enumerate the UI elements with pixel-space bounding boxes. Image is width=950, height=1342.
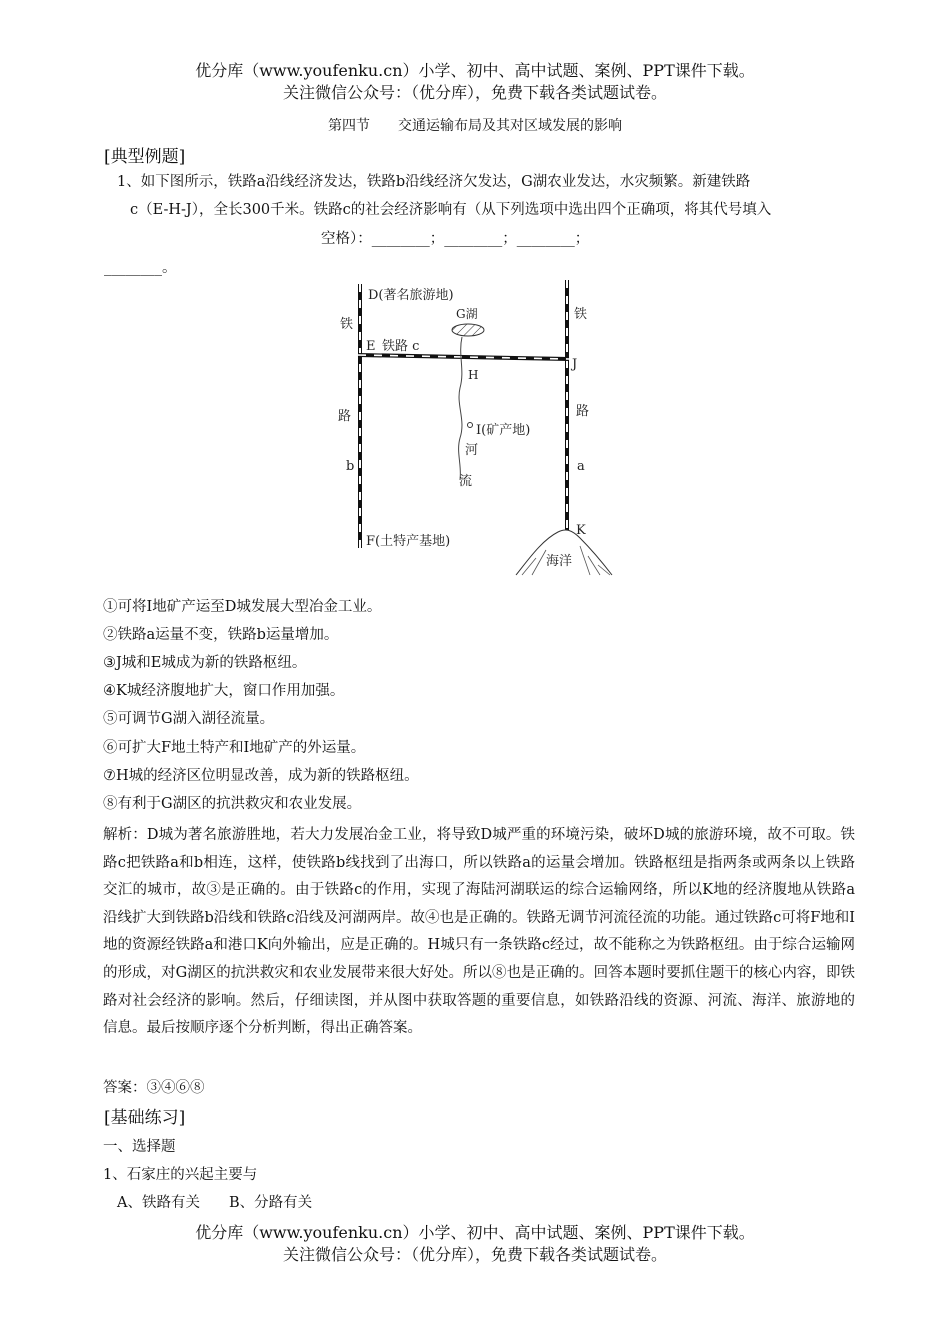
page-title: 第四节 交通运输布局及其对区域发展的影响 [328,118,622,134]
label-a: a [577,459,585,474]
option-2: ②铁路a运量不变，铁路b运量增加。 [103,627,339,643]
option-5: ⑤可调节G湖入湖径流量。 [103,711,275,727]
label-j: J [572,357,578,372]
label-river-1: 河 [465,443,479,458]
label-tie-left: 铁 [340,317,354,332]
footer-line-1: 优分库（www.youfenku.cn）小学、初中、高中试题、案例、PPT课件下载。 [195,1223,755,1242]
option-8: ⑧有利于G湖区的抗洪救灾和农业发展。 [103,796,362,812]
section-heading: 一、选择题 [103,1139,176,1155]
label-h: H [468,368,479,382]
label-river-2: 流 [459,474,473,489]
question-line-2: c（E-H-J），全长300千米。铁路c的社会经济影响有（从下列选项中选出四个正确项，将其代号填入 [130,202,772,218]
option-6: ⑥可扩大F地土特产和I地矿产的外运量。 [103,740,366,756]
label-e: E [366,339,376,354]
label-b: b [346,459,355,474]
practice-question-1-options: A、铁路有关 B、分路有关 [117,1195,313,1211]
question-line-4: ________。 [104,260,177,276]
label-ocean: 海洋 [546,554,573,569]
label-i: I(矿产地) [476,423,531,438]
label-d: D(著名旅游地) [368,288,454,303]
label-lu-left: 路 [338,409,352,424]
practice-heading: [基础练习] [104,1108,186,1128]
label-k: K [576,523,586,538]
header-line-1: 优分库（www.youfenku.cn）小学、初中、高中试题、案例、PPT课件下载。 [195,61,755,80]
option-7: ⑦H城的经济区位明显改善，成为新的铁路枢纽。 [103,768,419,784]
question-line-3: 空格）：________；________；________； [321,231,590,247]
analysis-paragraph: 解析：D城为著名旅游胜地，若大力发展冶金工业，将导致D城严重的环境污染，破坏D城的旅游环境，故不可取。铁路c把铁路a和b相连，这样，使铁路b线找到了出海口，所以铁路a的运量会增加。铁路枢纽是指两条或两条以上铁路交汇的城市，故③是正确的。由于铁路c的作用，实现了海陆河湖联运的综合运输网络，所以K地的经济腹地从铁路a沿线扩大到铁路b沿线和铁路c沿线及河湖两岸。故④也是正确的。铁路无调节河流径流的功能。通过铁路c可将F地和I地的资源经铁路a和港口K向外输出，应是正确的。H城只有一条铁路c经过，故不能称之为铁路枢纽。由于综合运输网的形成，对G湖区的抗洪救灾和农业发展带来很大好处。所以⑧也是正确的。回答本题时要抓住题干的核心内容，即铁路对社会经济的影响。然后，仔细读图，并从图中获取答题的重要信息，如铁路沿线的资源、河流、海洋、旅游地的信息。最后按顺序逐个分析判断，得出正确答案。 [103,827,855,1037]
header-line-2: 关注微信公众号：（优分库），免费下载各类试题试卷。 [282,83,667,102]
option-4: ④K城经济腹地扩大，窗口作用加强。 [103,683,345,699]
label-tie-right: 铁 [574,307,588,322]
label-f: F(土特产基地) [366,534,451,549]
answer: 答案：③④⑥⑧ [103,1080,205,1096]
mine-point [468,423,473,428]
railway-map [300,270,640,580]
option-3: ③J城和E城成为新的铁路枢纽。 [103,655,307,671]
question-line-1: 1、如下图所示，铁路a沿线经济发达，铁路b沿线经济欠发达，G湖农业发达，水灾频繁。新建铁路 [117,174,751,190]
option-1: ①可将I地矿产运至D城发展大型冶金工业。 [103,599,382,615]
label-lu-right: 路 [576,404,590,419]
g-lake [452,324,484,336]
footer-line-2: 关注微信公众号：（优分库），免费下载各类试题试卷。 [282,1245,667,1264]
practice-question-1: 1、石家庄的兴起主要与 [103,1167,258,1183]
label-g: G湖 [456,307,478,321]
example-heading: [典型例题] [104,147,186,167]
label-railway-c: 铁路 c [382,339,420,354]
